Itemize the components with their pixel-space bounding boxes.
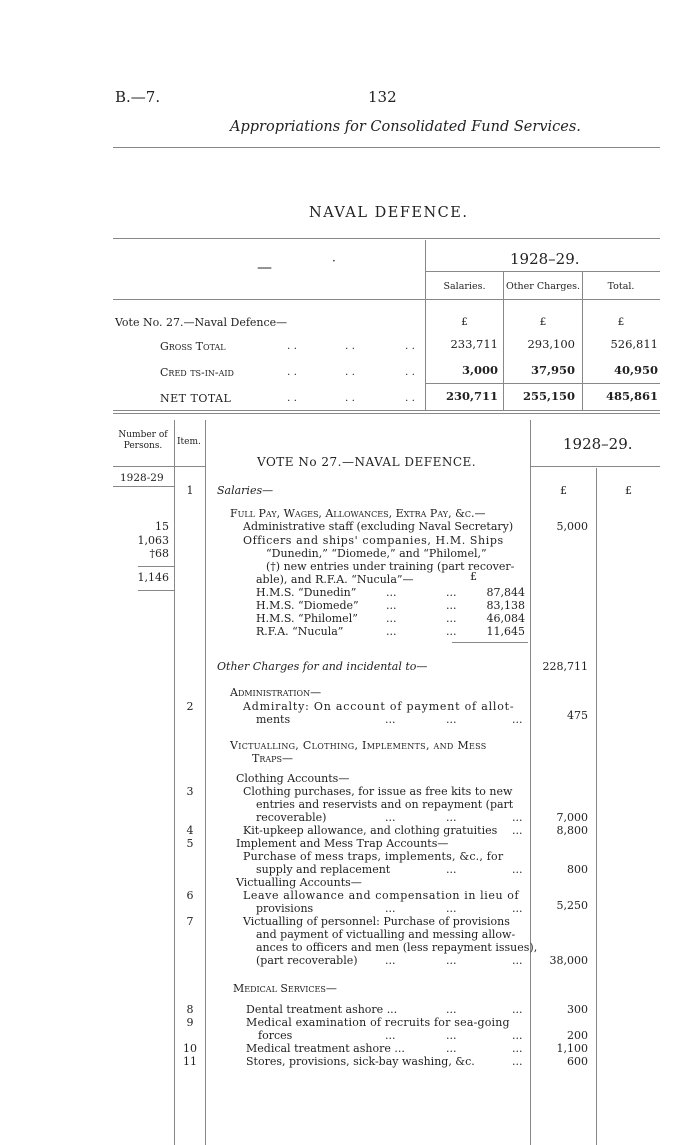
kit-upkeep-line: Kit-upkeep allowance, and clothing gratuities — [243, 824, 498, 837]
personnel-line: and payment of victualling and messing allow- — [256, 928, 516, 941]
mess-traps-amount: 800 — [567, 863, 588, 876]
leader-dots: . . — [287, 340, 298, 352]
victualling-heading: Traps— — [252, 752, 294, 765]
clothing-line: recoverable) — [256, 811, 327, 824]
total-value: 526,811 — [610, 337, 658, 351]
victualling-heading: Victualling, Clothing, Implements, and Mess — [230, 739, 487, 752]
item-number: 11 — [183, 1055, 197, 1068]
leader-dots: . . — [405, 366, 416, 378]
pound-sign: £ — [461, 316, 468, 328]
leader-dots: ... — [512, 1029, 523, 1042]
ship-amount: 87,844 — [486, 586, 525, 599]
leader-dots: ... — [386, 599, 397, 612]
pound-sign: £ — [617, 316, 625, 328]
personnel-line: Victualling of personnel: Purchase of provisions — [243, 915, 510, 928]
leader-dots: . . — [287, 392, 298, 404]
personnel-amount: 38,000 — [549, 954, 588, 967]
leader-dots: ... — [512, 824, 523, 837]
kit-upkeep-amount: 8,800 — [556, 824, 588, 837]
pound-sign: £ — [625, 484, 632, 497]
header-item: Item. — [177, 437, 201, 447]
summary-col-divider — [503, 272, 504, 410]
persons-year: 1928-29 — [120, 472, 164, 484]
page-number: 132 — [368, 88, 397, 106]
summary-year: 1928–29. — [510, 250, 580, 268]
summary-stub-dash: — — [257, 258, 272, 276]
detail-header-rule — [174, 466, 205, 467]
page-subtitle: Appropriations for Consolidated Fund Services. — [230, 119, 581, 135]
dental-line: Dental treatment ashore ... — [246, 1003, 398, 1016]
summary-bottom-rule — [113, 410, 660, 411]
other-charges-value: 37,950 — [530, 363, 575, 377]
summary-header-rule — [113, 299, 660, 300]
persons-year-rule — [113, 486, 174, 487]
summary-subtotal-rule — [426, 383, 660, 384]
leader-dots: ... — [446, 1003, 457, 1016]
persons-count: 1,063 — [137, 534, 169, 547]
item-number: 5 — [186, 837, 194, 850]
row-label: NET TOTAL — [160, 392, 232, 405]
ship-name: H.M.S. “Diomede” — [256, 599, 359, 612]
row-label: Cred ts-in-aid — [160, 366, 234, 379]
ship-name: R.F.A. “Nucula” — [256, 625, 344, 638]
item-number: 6 — [186, 889, 194, 902]
summary-col-divider — [582, 272, 583, 410]
ship-amount: 83,138 — [486, 599, 525, 612]
summary-top-rule — [113, 238, 660, 239]
ship-name: H.M.S. “Dunedin” — [256, 586, 357, 599]
implement-accounts-heading: Implement and Mess Trap Accounts— — [236, 837, 449, 850]
clothing-amount: 7,000 — [556, 811, 588, 824]
pound-sign: £ — [470, 570, 477, 583]
header-rule — [113, 147, 660, 148]
vote-label: Vote No. 27.—Naval Defence— — [115, 316, 288, 329]
summary-stub-dot: · — [332, 254, 336, 268]
detail-col-divider — [205, 420, 206, 1145]
item-number: 1 — [186, 484, 194, 497]
header-number-of-persons: Number of Persons. — [118, 430, 168, 451]
leader-dots: ... — [386, 625, 397, 638]
col-header-other-charges: Other Charges. — [505, 281, 581, 292]
salaries-heading: Salaries— — [217, 484, 274, 497]
row-label: Gross Total — [160, 340, 226, 353]
admiralty-line: ments — [256, 713, 291, 726]
officers-line: “Dunedin,” “Diomede,” and “Philomel,” — [266, 547, 487, 560]
leader-dots: ... — [386, 612, 397, 625]
detail-year: 1928–29. — [563, 435, 633, 453]
leader-dots: ... — [446, 599, 457, 612]
officers-line: (†) new entries under training (part recover- — [266, 560, 515, 573]
leader-dots: ... — [512, 1042, 523, 1055]
leader-dots: ... — [385, 954, 396, 967]
persons-total-rule — [138, 590, 174, 591]
pound-sign: £ — [560, 484, 567, 497]
leader-dots: . . — [287, 366, 298, 378]
leader-dots: ... — [446, 612, 457, 625]
ship-amount: 11,645 — [486, 625, 525, 638]
persons-subtotal-rule — [138, 566, 174, 567]
clothing-line: Clothing purchases, for issue as free kits to new — [243, 785, 513, 798]
stores-amount: 600 — [567, 1055, 588, 1068]
detail-col-divider — [174, 420, 175, 1145]
officers-line: able), and R.F.A. “Nucula”— — [256, 573, 414, 586]
leader-dots: ... — [512, 1055, 523, 1068]
salaries-value: 3,000 — [461, 363, 498, 377]
leave-line: provisions — [256, 902, 314, 915]
leave-line: Leave allowance and compensation in lieu of — [243, 889, 520, 902]
detail-header-rule — [113, 466, 174, 467]
detail-header-rule — [530, 466, 660, 467]
personnel-line: ances to officers and men (less repayment issues), — [256, 941, 538, 954]
total-value: 485,861 — [605, 389, 658, 403]
leader-dots: ... — [446, 586, 457, 599]
total-value: 40,950 — [613, 363, 658, 377]
leader-dots: ... — [446, 1042, 457, 1055]
mess-traps-line: supply and replacement — [256, 863, 391, 876]
leader-dots: ... — [446, 902, 457, 915]
col-header-salaries: Salaries. — [443, 281, 486, 292]
salaries-value: 230,711 — [445, 389, 498, 403]
ships-subtotal-rule — [452, 642, 528, 643]
ship-name: H.M.S. “Philomel” — [256, 612, 358, 625]
leader-dots: . . — [345, 340, 356, 352]
persons-total: 1,146 — [137, 571, 169, 584]
document-reference: B.—7. — [115, 88, 161, 106]
item-number: 7 — [186, 915, 194, 928]
leader-dots: . . — [405, 392, 416, 404]
leader-dots: ... — [512, 863, 523, 876]
dental-amount: 300 — [567, 1003, 588, 1016]
medical-treatment-line: Medical treatment ashore ... — [246, 1042, 405, 1055]
summary-bottom-rule — [113, 413, 660, 414]
leader-dots: . . — [345, 366, 356, 378]
item-number: 3 — [186, 785, 194, 798]
item-number: 10 — [183, 1042, 197, 1055]
leader-dots: ... — [512, 1003, 523, 1016]
victualling-accounts-heading: Victualling Accounts— — [236, 876, 362, 889]
personnel-line: (part recoverable) — [256, 954, 358, 967]
ship-amount: 46,084 — [486, 612, 525, 625]
item-number: 9 — [186, 1016, 194, 1029]
leader-dots: . . — [405, 340, 416, 352]
leader-dots: ... — [512, 713, 523, 726]
persons-count: †68 — [149, 547, 169, 560]
medical-heading: Medical Services— — [233, 982, 337, 995]
leader-dots: ... — [446, 713, 457, 726]
clothing-line: entries and reservists and on repayment (part — [256, 798, 514, 811]
other-charges-value: 255,150 — [522, 389, 575, 403]
leader-dots: ... — [385, 1029, 396, 1042]
leader-dots: ... — [446, 625, 457, 638]
other-charges-value: 293,100 — [527, 337, 575, 351]
leader-dots: ... — [446, 863, 457, 876]
medical-exam-line: Medical examination of recruits for sea-going — [246, 1016, 510, 1029]
leader-dots: ... — [385, 713, 396, 726]
leader-dots: ... — [446, 1029, 457, 1042]
item-number: 8 — [186, 1003, 194, 1016]
item-number: 4 — [186, 824, 194, 837]
leader-dots: ... — [385, 902, 396, 915]
detail-col-divider — [530, 420, 531, 1145]
salaries-total: 228,711 — [542, 660, 588, 673]
leader-dots: . . — [345, 392, 356, 404]
medical-exam-amount: 200 — [567, 1029, 588, 1042]
admin-staff-line: Administrative staff (excluding Naval Secretary) — [243, 520, 514, 533]
admiralty-line: Admiralty: On account of payment of allot- — [243, 700, 515, 713]
leader-dots: ... — [512, 811, 523, 824]
section-title: NAVAL DEFENCE. — [309, 205, 469, 221]
col-header-total: Total. — [607, 281, 635, 292]
officers-line: Officers and ships' companies, H.M. Ships — [243, 534, 504, 547]
vote-title: VOTE No 27.—NAVAL DEFENCE. — [257, 455, 477, 469]
leader-dots: ... — [386, 586, 397, 599]
other-charges-heading: Other Charges for and incidental to— — [217, 660, 428, 673]
leader-dots: ... — [446, 954, 457, 967]
pound-sign: £ — [539, 316, 547, 328]
leave-amount: 5,250 — [556, 899, 588, 912]
persons-count: 15 — [155, 520, 169, 533]
leader-dots: ... — [512, 902, 523, 915]
admiralty-amount: 475 — [567, 709, 588, 722]
mess-traps-line: Purchase of mess traps, implements, &c., for — [243, 850, 504, 863]
detail-col-divider — [596, 468, 597, 1145]
medical-treatment-amount: 1,100 — [556, 1042, 588, 1055]
leader-dots: ... — [512, 954, 523, 967]
admin-staff-amount: 5,000 — [556, 520, 588, 533]
medical-exam-line: forces — [258, 1029, 293, 1042]
stores-line: Stores, provisions, sick-bay washing, &c. — [246, 1055, 475, 1068]
full-pay-heading: Full Pay, Wages, Allowances, Extra Pay, &c.— — [230, 507, 486, 520]
leader-dots: ... — [446, 811, 457, 824]
administration-heading: Administration— — [230, 686, 322, 699]
item-number: 2 — [186, 700, 194, 713]
clothing-accounts-heading: Clothing Accounts— — [236, 772, 350, 785]
salaries-value: 233,711 — [450, 337, 498, 351]
summary-year-rule — [426, 271, 660, 272]
leader-dots: ... — [385, 811, 396, 824]
